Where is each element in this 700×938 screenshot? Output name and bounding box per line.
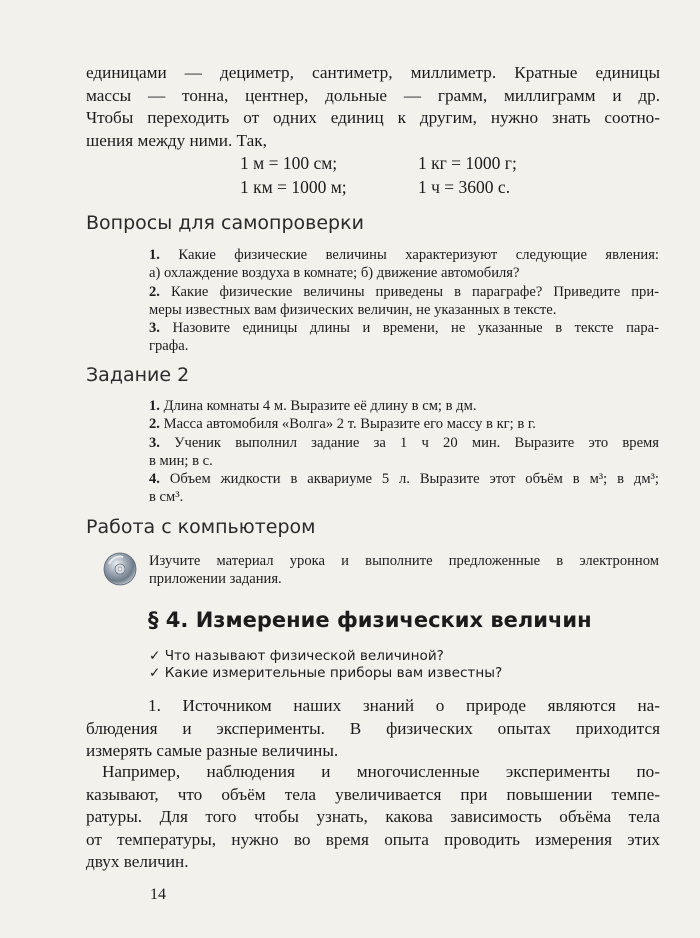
conversion-km: 1 км = 1000 м; [240,177,347,197]
intro-paragraph [86,62,660,152]
question-line: 3. Назовите единицы длины и времени, не указанные в тексте пара- [149,320,659,337]
question-line: а) охлаждение воздуха в комнате; б) движение автомобиля? [149,265,520,282]
task-line: в мин; в с. [149,452,213,469]
task-line: 3. Ученик выполнил задание за 1 ч 20 мин. Выразите это время [149,434,659,451]
question-line: меры известных вам физических величин, не указанных в тексте. [149,301,557,318]
check-question: ✓ Что называют физической величиной? [149,648,444,664]
text-line: шения между ними. Так, [86,130,267,150]
conversion-kg: 1 кг = 1000 г; [418,153,517,173]
page-number: 14 [150,886,166,903]
text-line: единицами — дециметр, сантиметр, миллиметр. Кратные единицы [86,63,660,82]
conversion-cm: 1 м = 100 см; [240,153,338,173]
text-line: от температуры, нужно во время опыта проводить измерения этих [86,829,660,849]
task-line: 2. Масса автомобиля «Волга» 2 т. Выразите его массу в кг; в г. [149,416,536,433]
computer-instructions [149,552,659,589]
text-line: двух величин. [86,852,189,871]
text-line: ратуры. Для того чтобы узнать, какова зависимость объёма тела [86,807,660,826]
text-line: казывают, что объём тела увеличивается при повышении темпе- [86,784,660,804]
task-line: 1. Длина комнаты 4 м. Выразите её длину в см; в дм. [149,398,477,414]
text-line: 1. Источником наших знаний о природе являются на- [148,696,660,715]
text-line: Чтобы переходить от одних единиц к другим, нужно знать соотно- [86,108,660,127]
task-items [149,397,659,507]
text-line: массы — тонна, центнер, дольные — грамм, миллиграмм и др. [86,85,660,105]
instruction-line: приложении задания. [149,571,282,588]
task-line: в см³. [149,489,184,506]
text-line: Например, наблюдения и многочисленные эксперименты по- [102,762,660,781]
task-line: 4. Объем жидкости в аквариуме 5 л. Выразите этот объём в м³; в дм³; [149,471,659,488]
task-heading: Задание 2 [86,364,190,386]
question-line: 2. Какие физические величины приведены в параграфе? Приведите при- [149,283,659,300]
check-question: ✓ Какие измерительные приборы вам известны? [149,665,503,681]
section-title: § 4. Измерение физических величин [148,608,592,632]
body-paragraph-2 [86,761,660,874]
body-paragraph-1 [86,695,660,763]
question-line: 1. Какие физические величины характеризуют следующие явления: [149,247,659,263]
computer-heading: Работа с компьютером [86,516,316,538]
self-check-heading: Вопросы для самопроверки [86,212,364,234]
conversion-hour: 1 ч = 3600 с. [418,177,511,197]
instruction-line: Изучите материал урока и выполните предложенные в электронном [149,553,659,569]
text-line: блюдения и эксперименты. В физических опытах приходится [86,718,660,738]
self-check-questions [149,246,659,356]
cd-disc-icon [103,552,137,586]
question-line: графа. [149,338,189,355]
text-line: измерять самые разные величины. [86,741,339,760]
